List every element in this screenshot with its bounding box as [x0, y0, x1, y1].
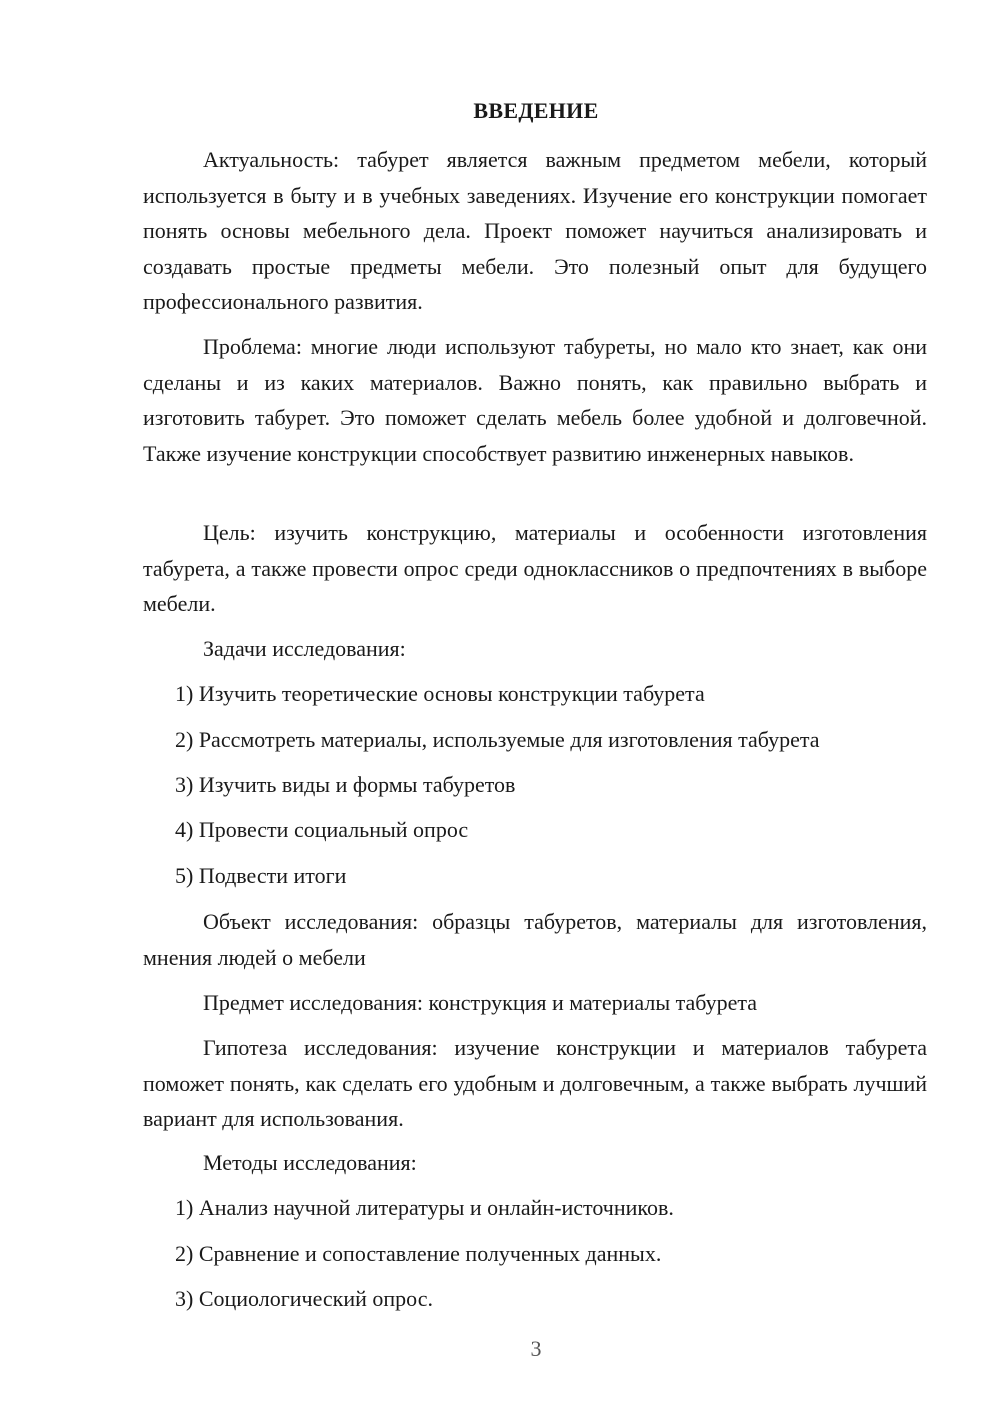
task-item-3: 3) Изучить виды и формы табуретов [175, 772, 516, 797]
task-item-5: 5) Подвести итоги [175, 863, 347, 888]
tasks-heading: Задачи исследования: [203, 636, 406, 661]
page-number: 3 [530, 1336, 542, 1361]
problem-paragraph: Проблема: многие люди используют табуреты, но мало кто знает, как они сделаны и из каких материалов. Важно понять, как правильно выбрать и изготовить табурет. Это поможет сделать мебель более удобной и долговечной. Также изучение конструкции способствует развитию инженерных навыков. [143, 334, 927, 466]
goal-paragraph: Цель: изучить конструкцию, материалы и особенности изготовления табурета, а также провести опрос среди одноклассников о предпочтениях в выборе мебели. [143, 520, 927, 616]
method-item-3: 3) Социологический опрос. [175, 1286, 433, 1311]
hypothesis-paragraph: Гипотеза исследования: изучение конструкции и материалов табурета поможет понять, как сделать его удобным и долговечным, а также выбрать лучший вариант для использования. [143, 1035, 927, 1131]
method-item-2: 2) Сравнение и сопоставление полученных данных. [175, 1241, 662, 1266]
task-item-1: 1) Изучить теоретические основы конструкции табурета [175, 681, 705, 706]
task-item-2: 2) Рассмотреть материалы, используемые для изготовления табурета [175, 727, 820, 752]
method-item-1: 1) Анализ научной литературы и онлайн-источников. [175, 1195, 674, 1220]
task-item-4: 4) Провести социальный опрос [175, 817, 469, 842]
subject-paragraph: Предмет исследования: конструкция и материалы табурета [203, 990, 758, 1015]
object-paragraph: Объект исследования: образцы табуретов, материалы для изготовления, мнения людей о мебели [143, 909, 927, 970]
methods-heading: Методы исследования: [203, 1150, 417, 1175]
relevance-paragraph: Актуальность: табурет является важным предметом мебели, который используется в быту и в учебных заведениях. Изучение его конструкции помогает понять основы мебельного дела. Проект поможет научиться анализировать и создавать простые предметы мебели. Это полезный опыт для будущего профессионального развития. [143, 147, 927, 314]
section-title: ВВЕДЕНИЕ [473, 98, 599, 123]
